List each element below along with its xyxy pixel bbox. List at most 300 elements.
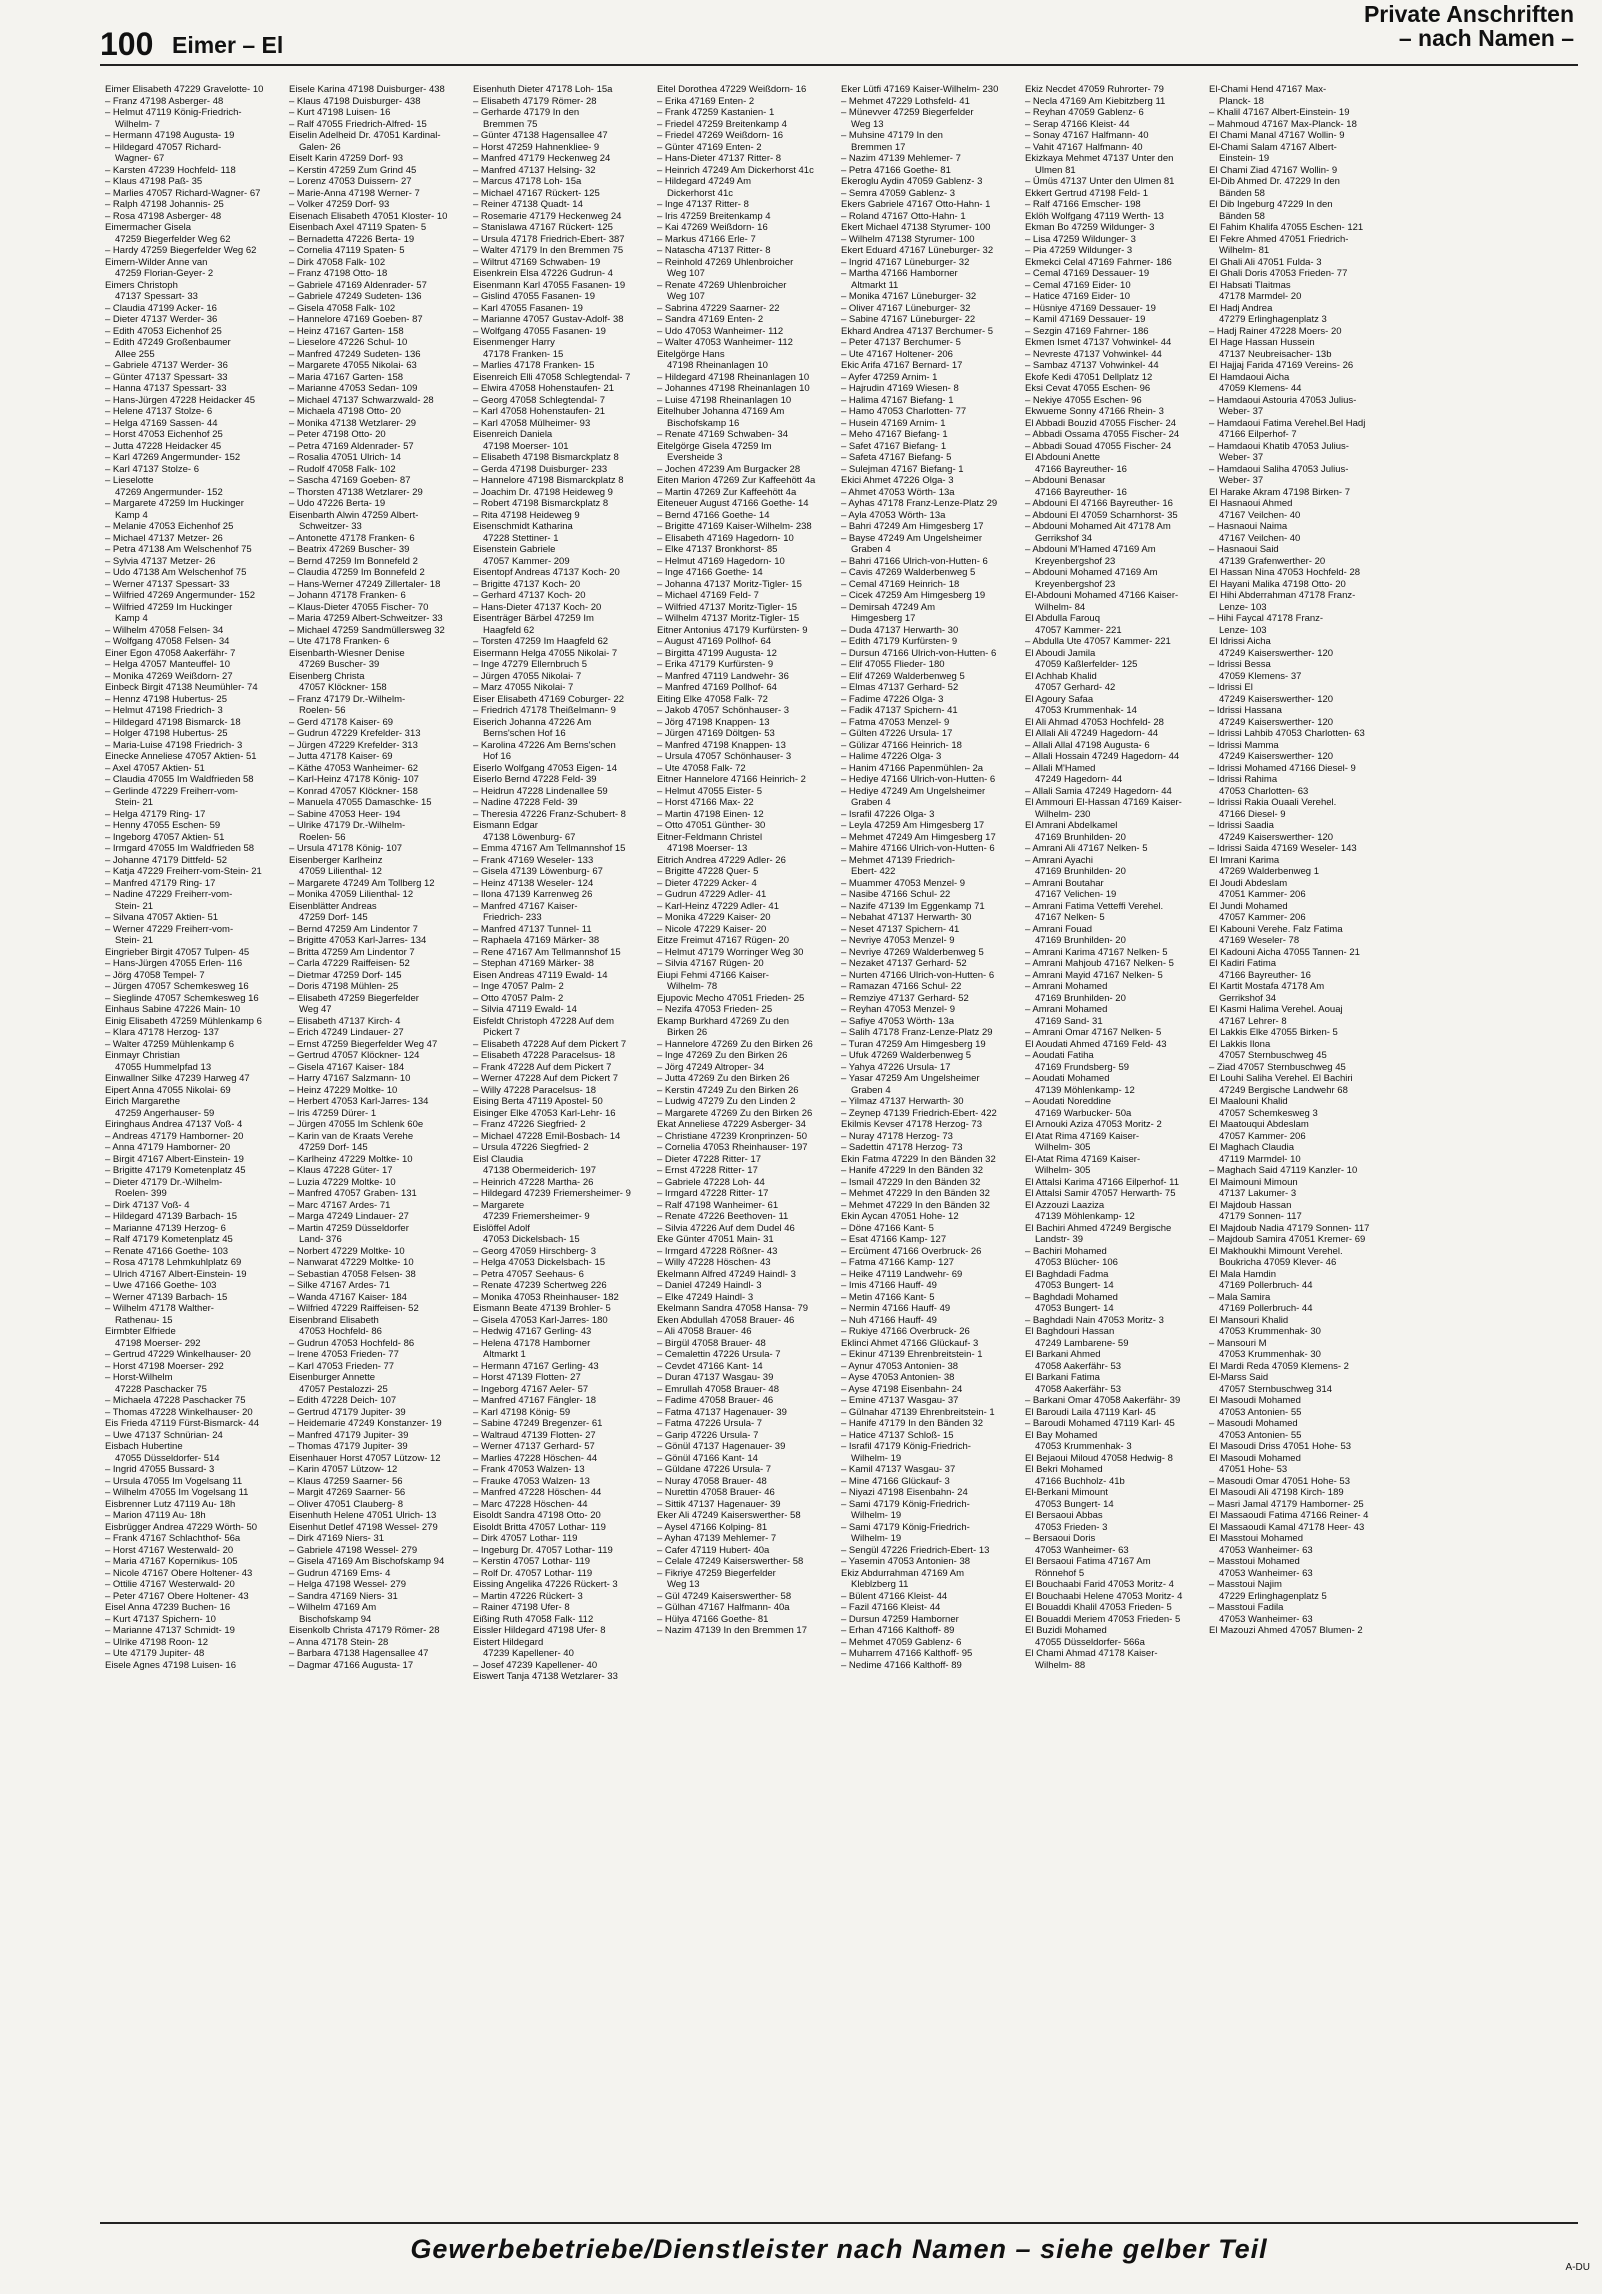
directory-entry: Ekilmis Kevser 47178 Herzog- 73 bbox=[841, 1119, 982, 1130]
directory-entry: – Roland 47167 Otto-Hahn- 1 bbox=[841, 210, 966, 222]
directory-entry: – Helmut 47198 Friedrich- 3 bbox=[105, 705, 223, 716]
directory-entry: Ekert Eduard 47167 Lüneburger- 32 bbox=[841, 245, 994, 256]
directory-entry: – Wanda 47167 Kaiser- 184 bbox=[289, 1291, 407, 1303]
directory-entry: El Bersaoui Abbas bbox=[1025, 1510, 1103, 1521]
directory-entry: – Aoudati Noreddine bbox=[1025, 1096, 1112, 1107]
directory-entry: – Cornelia 47053 Rheinhauser- 197 bbox=[657, 1142, 808, 1153]
directory-entry: – Oliver 47167 Lüneburger- 32 bbox=[841, 302, 971, 314]
directory-entry: – Mehmet 47229 In den Bänden 32 bbox=[841, 1199, 990, 1211]
directory-entry: 47053 Krummenhak- 3 bbox=[1035, 1441, 1132, 1452]
directory-entry: – Erika 47179 Kurfürsten- 9 bbox=[657, 659, 774, 670]
directory-entry: – Nasibe 47166 Schul- 22 bbox=[841, 889, 951, 900]
directory-entry: – Robert 47198 Bismarckplatz 8 bbox=[473, 498, 609, 509]
directory-entry: Allee 255 bbox=[115, 348, 155, 360]
directory-entry: – Aoudati Mohamed bbox=[1025, 1073, 1110, 1084]
directory-entry: – Hannelore 47198 Bismarckplatz 8 bbox=[473, 475, 624, 486]
directory-entry: – Idrissi Saadia bbox=[1209, 820, 1274, 831]
directory-entry: 47169 Warbucker- 50a bbox=[1035, 1107, 1132, 1119]
directory-entry: – Marianne 47139 Herzog- 6 bbox=[105, 1222, 226, 1234]
directory-entry: – Kerstin 47057 Lothar- 119 bbox=[473, 1556, 591, 1567]
directory-entry: Eitner-Feldmann Christel bbox=[657, 831, 763, 843]
directory-entry: El Bekri Mohamed bbox=[1025, 1464, 1103, 1475]
directory-entry: – Neset 47137 Spichern- 41 bbox=[841, 923, 960, 935]
directory-entry: – Kerstin 47249 Zu den Birken 26 bbox=[657, 1084, 799, 1096]
directory-entry: Land- 376 bbox=[299, 1234, 342, 1245]
directory-entry: – Margarete 47055 Nikolai- 63 bbox=[289, 360, 417, 371]
directory-entry: – Klaus 47198 Paß- 35 bbox=[105, 176, 203, 187]
directory-entry: – Hans-Dieter 47137 Koch- 20 bbox=[473, 601, 602, 613]
directory-entry: 47139 Möhlenkamp- 12 bbox=[1035, 1211, 1135, 1222]
directory-entry: Eiting Elke 47058 Falk- 72 bbox=[657, 693, 768, 705]
directory-entry: – Marcus 47178 Loh- 15a bbox=[473, 176, 582, 187]
directory-entry: – Natascha 47137 Ritter- 8 bbox=[657, 245, 771, 256]
directory-entry: – Renate 47166 Goethe- 103 bbox=[105, 1245, 229, 1257]
directory-entry: – Dirk 47169 Niers- 31 bbox=[289, 1533, 385, 1544]
directory-entry: Ekers Gabriele 47167 Otto-Hahn- 1 bbox=[841, 199, 991, 210]
directory-entry: – Masstoui Najim bbox=[1209, 1579, 1282, 1590]
directory-entry: – Hermann 47167 Gerling- 43 bbox=[473, 1360, 599, 1372]
directory-entry: Wagner- 67 bbox=[115, 153, 165, 164]
directory-entry: Wilhelm- 230 bbox=[1035, 808, 1091, 820]
directory-entry: Eisbach Hubertine bbox=[105, 1441, 183, 1452]
directory-entry: 47053 Hochfeld- 86 bbox=[299, 1326, 382, 1337]
directory-entry: – Helmut 47179 Worringer Weg 30 bbox=[657, 946, 804, 958]
directory-entry: 47229 Erlinghagenplatz 5 bbox=[1219, 1590, 1327, 1602]
directory-entry: – Werner 47137 Gerhard- 57 bbox=[473, 1441, 595, 1452]
directory-entry: Ekizkaya Mehmet 47137 Unter den bbox=[1025, 153, 1174, 164]
directory-entry: – Karl 47058 Mülheimer- 93 bbox=[473, 417, 591, 429]
directory-entry: – Zeynep 47139 Friedrich-Ebert- 422 bbox=[841, 1107, 997, 1119]
directory-entry: – Ayse 47053 Antonien- 38 bbox=[841, 1372, 955, 1383]
directory-entry: – Baghdadi Nain 47053 Moritz- 3 bbox=[1025, 1314, 1164, 1326]
directory-entry: – Franz 47226 Siegfried- 2 bbox=[473, 1119, 586, 1130]
directory-entry: – Niyazi 47198 Eisenbahn- 24 bbox=[841, 1487, 968, 1498]
directory-entry: Stein- 21 bbox=[115, 935, 154, 946]
directory-entry: – Abdouni El 47059 Scharnhorst- 35 bbox=[1025, 509, 1178, 521]
directory-entry: Einer Egon 47058 Aakerfähr- 7 bbox=[105, 647, 236, 659]
directory-entry: Eimermacher Gisela bbox=[105, 222, 192, 233]
directory-entry: 47053 Antonien- 55 bbox=[1219, 1406, 1302, 1418]
directory-entry: Weber- 37 bbox=[1219, 452, 1264, 463]
directory-entry: Ekmekci Celal 47169 Fahrner- 186 bbox=[1025, 256, 1172, 268]
directory-entry: – Dagmar 47166 Augusta- 17 bbox=[289, 1659, 414, 1671]
directory-entry: 47053 Krummenhak- 30 bbox=[1219, 1326, 1321, 1337]
directory-entry: 47053 Wanheimer- 63 bbox=[1219, 1567, 1313, 1579]
directory-entry: – Nekiye 47055 Eschen- 96 bbox=[1025, 394, 1142, 406]
directory-entry: Einbeck Birgit 47138 Neumühler- 74 bbox=[105, 682, 258, 693]
directory-entry: – Elif 47269 Walderbenweg 5 bbox=[841, 670, 965, 682]
directory-entry: – Sandra 47169 Niers- 31 bbox=[289, 1590, 398, 1602]
directory-entry: – Meho 47167 Biefang- 1 bbox=[841, 429, 948, 440]
directory-entry: – Ilona 47139 Karrenweg 26 bbox=[473, 889, 593, 900]
directory-entry: 47057 Klöckner- 158 bbox=[299, 682, 387, 693]
directory-entry: – Fadime 47226 Olga- 3 bbox=[841, 693, 944, 705]
directory-entry: – Raphaela 47169 Märker- 38 bbox=[473, 935, 600, 946]
directory-entry: 47058 Aakerfähr- 53 bbox=[1035, 1383, 1122, 1395]
directory-entry: 47053 Bungert- 14 bbox=[1035, 1303, 1114, 1314]
directory-entry: – Uwe 47137 Schnürian- 24 bbox=[105, 1429, 223, 1441]
directory-entry: – Klara 47178 Herzog- 137 bbox=[105, 1027, 220, 1038]
directory-entry: – Walter 47259 Mühlenkamp 6 bbox=[105, 1038, 235, 1050]
directory-entry: – Amrani Omar 47167 Nelken- 5 bbox=[1025, 1027, 1162, 1038]
directory-entry: – Cafer 47119 Hubert- 40a bbox=[657, 1544, 770, 1556]
directory-entry: Eisenstein Gabriele bbox=[473, 544, 556, 555]
directory-entry: – Marion 47119 Au- 18h bbox=[105, 1510, 206, 1521]
directory-entry: Ekofe Kedi 47051 Dellplatz 12 bbox=[1025, 371, 1153, 383]
directory-entry: – Duda 47137 Herwarth- 30 bbox=[841, 624, 959, 636]
directory-entry: Wilhelm- 305 bbox=[1035, 1142, 1091, 1153]
directory-entry: El Bouchaabi Farid 47053 Moritz- 4 bbox=[1025, 1579, 1174, 1590]
directory-entry: – Amrani Boutahar bbox=[1025, 877, 1104, 889]
directory-entry: 47249 Kaiserswerther- 120 bbox=[1219, 751, 1334, 762]
directory-entry: – Hanna 47137 Spessart- 33 bbox=[105, 383, 227, 394]
directory-entry: – Ümüs 47137 Unter den Ulmen 81 bbox=[1025, 176, 1175, 187]
directory-entry: – Marc 47167 Ardes- 71 bbox=[289, 1199, 391, 1211]
directory-entry: 47178 Franken- 15 bbox=[483, 348, 564, 360]
directory-entry: Einstein- 19 bbox=[1219, 153, 1270, 164]
directory-entry: – Iris 47259 Breitenkamp 4 bbox=[657, 210, 771, 222]
directory-entry: – Hatice 47169 Eider- 10 bbox=[1025, 291, 1131, 302]
directory-entry: – Nuray 47058 Brauer- 48 bbox=[657, 1475, 767, 1487]
directory-entry: 47249 Kaiserswerther- 120 bbox=[1219, 647, 1334, 659]
directory-entry: Ebert- 422 bbox=[851, 866, 896, 877]
directory-entry: Eiupi Fehmi 47166 Kaiser- bbox=[657, 969, 769, 981]
directory-entry: – Horst 47198 Moerser- 292 bbox=[105, 1360, 224, 1372]
directory-entry: – Baroudi Mohamed 47119 Karl- 45 bbox=[1025, 1418, 1175, 1429]
directory-entry: Einig Elisabeth 47259 Mühlenkamp 6 bbox=[105, 1015, 262, 1027]
directory-entry: – Petra 47138 Am Welschenhof 75 bbox=[105, 544, 252, 555]
directory-entry: – Ursula 47226 Siegfried- 2 bbox=[473, 1142, 589, 1153]
directory-entry: El Habsati Tlaitmas bbox=[1209, 279, 1291, 291]
directory-entry: – Kamil 47169 Dessauer- 19 bbox=[1025, 314, 1146, 325]
directory-entry: – Jürgen 47057 Schemkesweg 16 bbox=[105, 981, 249, 992]
directory-entry: Eisenträger Bärbel 47259 Im bbox=[473, 613, 594, 624]
directory-entry: – Mine 47166 Glückauf- 3 bbox=[841, 1475, 950, 1487]
directory-entry: 47138 Löwenburg- 67 bbox=[483, 831, 576, 843]
directory-entry: Eiselin Adelheid Dr. 47051 Kardinal- bbox=[289, 130, 441, 141]
directory-entry: – Nuh 47166 Hauff- 49 bbox=[841, 1314, 937, 1326]
directory-entry: El Masoudi Ali 47198 Kirch- 189 bbox=[1209, 1487, 1344, 1498]
directory-entry: El Majdoub Hassan bbox=[1209, 1199, 1292, 1211]
directory-entry: – Hamdaoui Khatib 47053 Julius- bbox=[1209, 440, 1349, 452]
directory-entry: 47249 Lambarene- 59 bbox=[1035, 1337, 1129, 1349]
directory-entry: – Margit 47269 Saarner- 56 bbox=[289, 1487, 406, 1498]
directory-entry: – Michael 47137 Metzer- 26 bbox=[105, 532, 223, 544]
directory-entry: – Hediye 47166 Ulrich-von-Hutten- 6 bbox=[841, 774, 996, 785]
directory-entry: – Werner 47228 Auf dem Pickert 7 bbox=[473, 1073, 619, 1084]
directory-entry: – Wilfried 47259 Im Huckinger bbox=[105, 601, 233, 613]
directory-entry: – Gabriele 47249 Sudeten- 136 bbox=[289, 291, 422, 302]
directory-entry: – Dieter 47228 Ritter- 17 bbox=[657, 1153, 762, 1165]
section-title bbox=[1364, 2, 1574, 50]
section-title-line-1: Private Anschriften bbox=[1363, 1, 1574, 27]
directory-entry: 47057 Schemkesweg 3 bbox=[1219, 1107, 1318, 1119]
directory-entry: – Manfred 47137 Tunnel- 11 bbox=[473, 923, 592, 935]
directory-entry: – Melanie 47053 Eichenhof 25 bbox=[105, 521, 234, 532]
directory-entry: Eisenhuth Dieter 47178 Loh- 15a bbox=[473, 84, 613, 95]
directory-entry: – Idrissi Rakia Ouaali Verehel. bbox=[1209, 797, 1337, 808]
directory-entry: – Maria 47167 Garten- 158 bbox=[289, 371, 404, 383]
directory-entry: – Ursula 47057 Schönhauser- 3 bbox=[657, 751, 792, 762]
directory-entry: El-Berkani Mimount bbox=[1025, 1487, 1108, 1498]
directory-entry: – Jörg 47198 Knappen- 13 bbox=[657, 716, 770, 728]
directory-entry: – Irmgard 47228 Ritter- 17 bbox=[657, 1188, 769, 1199]
directory-entry: – Hildegard 47198 Bismarck- 18 bbox=[105, 716, 241, 728]
directory-entry: – Hasnaoui Naima bbox=[1209, 521, 1288, 532]
directory-entry: El Hage Hassan Hussein bbox=[1209, 337, 1315, 348]
directory-entry: El Majdoub Nadia 47179 Sonnen- 117 bbox=[1209, 1222, 1370, 1234]
directory-entry: El Lakkis Elke 47055 Birken- 5 bbox=[1209, 1027, 1338, 1038]
directory-entry: 47269 Angermunder- 152 bbox=[115, 486, 223, 498]
directory-entry: – Marlies 47178 Franken- 15 bbox=[473, 360, 595, 371]
directory-entry: – Rudolf 47058 Falk- 102 bbox=[289, 463, 396, 475]
directory-entry: – Hannelore 47269 Zu den Birken 26 bbox=[657, 1038, 813, 1050]
directory-entry: Graben 4 bbox=[851, 544, 891, 555]
directory-entry: El Chami Ziad 47167 Wollin- 9 bbox=[1209, 164, 1338, 176]
directory-entry: – Hildegard 47139 Barbach- 15 bbox=[105, 1211, 238, 1222]
directory-entry: – Hamdaoui Fatima Verehel.Bel Hadj bbox=[1209, 417, 1366, 429]
directory-entry: El Mala Hamdin bbox=[1209, 1268, 1277, 1280]
directory-entry: Hof 16 bbox=[483, 751, 511, 762]
directory-entry: – Gudrun 47169 Ems- 4 bbox=[289, 1567, 391, 1579]
directory-entry: – Oliver 47051 Clauberg- 8 bbox=[289, 1498, 404, 1510]
directory-entry: Berns'schen Hof 16 bbox=[483, 728, 566, 739]
directory-entry: – Ulrich 47167 Albert-Einstein- 19 bbox=[105, 1268, 247, 1280]
directory-entry: – Margarete 47259 Im Huckinger bbox=[105, 498, 244, 509]
directory-entry: – Hermann 47198 Augusta- 19 bbox=[105, 130, 235, 141]
directory-entry: 47228 Stettiner- 1 bbox=[483, 532, 559, 544]
directory-entry: – Gislind 47055 Fasanen- 19 bbox=[473, 291, 595, 302]
directory-entry: – Dursun 47166 Ulrich-von-Hutten- 6 bbox=[841, 647, 997, 659]
directory-entry: – Karl-Heinz 47178 König- 107 bbox=[289, 774, 419, 785]
directory-entry: El Baroudi Laila 47119 Karl- 45 bbox=[1025, 1406, 1156, 1418]
directory-entry: Eitel Dorothea 47229 Weißdorn- 16 bbox=[657, 84, 807, 95]
directory-entry: – Manfred 47167 Kaiser- bbox=[473, 900, 578, 912]
directory-entry: Landstr- 39 bbox=[1035, 1234, 1084, 1245]
directory-entry: El Maghach Claudia bbox=[1209, 1142, 1295, 1153]
directory-entry: Eisenhuth Helene 47051 Ulrich- 13 bbox=[289, 1510, 437, 1521]
directory-entry: – Gisela 47139 Löwenburg- 67 bbox=[473, 866, 603, 877]
directory-entry: – Gabriele 47137 Werder- 36 bbox=[105, 360, 228, 371]
directory-entry: – Sonay 47167 Halfmann- 40 bbox=[1025, 130, 1149, 141]
directory-entry: – Bayse 47249 Am Ungelsheimer bbox=[841, 532, 982, 544]
directory-entry: 47057 Gerhard- 42 bbox=[1035, 682, 1116, 693]
directory-entry: 47055 Düsseldorfer- 514 bbox=[115, 1452, 220, 1464]
directory-entry: – Nevriye 47053 Menzel- 9 bbox=[841, 935, 955, 946]
directory-entry: – Marlies 47228 Höschen- 44 bbox=[473, 1452, 598, 1464]
directory-entry: – Manfred 47137 Helsing- 32 bbox=[473, 164, 596, 176]
directory-entry: – Fikriye 47259 Biegerfelder bbox=[657, 1567, 776, 1579]
directory-entry: – Nicole 47167 Obere Holtener- 43 bbox=[105, 1567, 253, 1579]
directory-entry: – Ralf 47055 Friedrich-Alfred- 15 bbox=[289, 118, 427, 130]
directory-entry: – Ulrike 47198 Roon- 12 bbox=[105, 1636, 208, 1648]
directory-entry: Wilhelm- 19 bbox=[851, 1533, 902, 1544]
directory-entry: Eitze Freimut 47167 Rügen- 20 bbox=[657, 935, 790, 946]
directory-entry: – Heike 47119 Landwehr- 69 bbox=[841, 1268, 963, 1280]
directory-entry: El Dib Ingeburg 47229 In den bbox=[1209, 199, 1333, 210]
directory-entry: Eitner Antonius 47179 Kurfürsten- 9 bbox=[657, 624, 808, 636]
directory-entry: 47053 Krummenhak- 14 bbox=[1035, 705, 1137, 716]
directory-entry: El Hihi Abderrahman 47178 Franz- bbox=[1209, 590, 1356, 601]
directory-entry: – Ralf 47179 Kometenplatz 45 bbox=[105, 1234, 233, 1245]
directory-entry: Eislöffel Adolf bbox=[473, 1222, 530, 1234]
directory-entry: El Kasmi Halima Verehel. Aouaj bbox=[1209, 1004, 1343, 1015]
directory-entry: – Christiane 47239 Kronprinzen- 50 bbox=[657, 1130, 807, 1142]
directory-entry: 47059 Lilienthal- 12 bbox=[299, 866, 382, 877]
directory-entry: Eker Ali 47249 Kaiserswerther- 58 bbox=[657, 1510, 801, 1521]
directory-entry: – Esat 47166 Kamp- 127 bbox=[841, 1234, 947, 1245]
directory-entry: Einmayr Christian bbox=[105, 1050, 180, 1061]
directory-entry: Eisbrenner Lutz 47119 Au- 18h bbox=[105, 1498, 236, 1510]
directory-entry: – Nazife 47139 Im Eggenkamp 71 bbox=[841, 900, 985, 912]
directory-entry: 47057 Sternbuschweg 314 bbox=[1219, 1383, 1333, 1395]
directory-entry: – Gertrud 47229 Winkelhauser- 20 bbox=[105, 1349, 251, 1360]
directory-entry: Bischofskamp 16 bbox=[667, 417, 740, 429]
directory-entry: Weg 107 bbox=[667, 291, 705, 302]
directory-entry: – Marga 47249 Lindauer- 27 bbox=[289, 1211, 409, 1222]
directory-entry: 47259 Angerhauser- 59 bbox=[115, 1107, 215, 1119]
directory-entry: – Nicole 47229 Kaiser- 20 bbox=[657, 923, 767, 935]
directory-entry: El Bachiri Ahmed 47249 Bergische bbox=[1025, 1222, 1172, 1234]
directory-entry: 47053 Blücher- 106 bbox=[1035, 1257, 1118, 1268]
directory-entry: – Michaela 47198 Otto- 20 bbox=[289, 406, 401, 417]
directory-entry: 47249 Kaiserswerther- 120 bbox=[1219, 716, 1334, 728]
directory-entry: – Necla 47169 Am Kiebitzberg 11 bbox=[1025, 95, 1166, 107]
directory-entry: El Abdouni Anette bbox=[1025, 452, 1101, 463]
directory-entry: 47051 Hohe- 53 bbox=[1219, 1464, 1288, 1475]
directory-entry: El Amrani Abdelkamel bbox=[1025, 820, 1118, 831]
directory-entry: – Inge 47057 Palm- 2 bbox=[473, 981, 564, 992]
directory-entry: – Martha 47166 Hamborner bbox=[841, 268, 958, 279]
directory-entry: – Marianne 47053 Sedan- 109 bbox=[289, 383, 418, 394]
directory-entry: Altmarkt 1 bbox=[483, 1349, 526, 1360]
directory-entry: – Ramazan 47166 Schul- 22 bbox=[841, 981, 962, 992]
directory-entry: – Remziye 47137 Gerhard- 52 bbox=[841, 992, 969, 1004]
directory-entry: – Hamdaoui Astouria 47053 Julius- bbox=[1209, 394, 1357, 406]
directory-entry: – Yilmaz 47137 Herwarth- 30 bbox=[841, 1096, 964, 1107]
directory-entry: – Nedime 47166 Kalthoff- 89 bbox=[841, 1659, 962, 1671]
directory-entry: – Dieter 47229 Acker- 4 bbox=[657, 877, 757, 889]
directory-entry: – Ute 47058 Falk- 72 bbox=[657, 762, 746, 774]
directory-entry: – Döne 47166 Kant- 5 bbox=[841, 1222, 934, 1234]
directory-entry: El Ali Ahmad 47053 Hochfeld- 28 bbox=[1025, 716, 1164, 728]
directory-entry: 47166 Bayreuther- 16 bbox=[1035, 463, 1127, 475]
directory-entry: – Kerstin 47259 Zum Grind 45 bbox=[289, 164, 417, 176]
directory-entry: Eisenbarth-Wiesner Denise bbox=[289, 647, 405, 659]
directory-entry: Bänden 58 bbox=[1219, 210, 1265, 222]
directory-entry: – Reyhan 47053 Menzel- 9 bbox=[841, 1004, 956, 1015]
directory-entry: 47166 Bayreuther- 16 bbox=[1219, 969, 1311, 981]
directory-entry: – Abdouni M'Hamed 47169 Am bbox=[1025, 544, 1156, 555]
directory-entry: 47057 Kammer- 206 bbox=[1219, 1130, 1306, 1142]
directory-entry: – Gabriele 47228 Loh- 44 bbox=[657, 1176, 765, 1188]
directory-entry: Eissing Angelika 47226 Rückert- 3 bbox=[473, 1579, 618, 1590]
directory-entry: – Husein 47169 Arnim- 1 bbox=[841, 417, 946, 429]
directory-entry: – Elke 47137 Bronkhorst- 85 bbox=[657, 544, 778, 555]
directory-column-4 bbox=[657, 84, 841, 2212]
directory-entry: – Ingrid 47055 Bussard- 3 bbox=[105, 1464, 215, 1475]
directory-entry: – Helmut 47119 König-Friedrich- bbox=[105, 107, 242, 118]
directory-entry: – Abdouni Mohamed Ait 47178 Am bbox=[1025, 521, 1171, 532]
directory-entry: 47198 Rheinanlagen 10 bbox=[667, 360, 768, 371]
directory-entry: – Karsten 47239 Hochfeld- 118 bbox=[105, 164, 236, 176]
directory-entry: – Hildegard 47239 Friemersheimer- 9 bbox=[473, 1188, 631, 1199]
directory-entry: – Mehmet 47139 Friedrich- bbox=[841, 854, 956, 866]
directory-entry: – Daniel 47249 Haindl- 3 bbox=[657, 1280, 762, 1291]
directory-entry: – Ufuk 47269 Walderbenweg 5 bbox=[841, 1050, 972, 1061]
directory-entry: – Frank 47053 Walzen- 13 bbox=[473, 1464, 585, 1475]
directory-entry: Ekat Anneliese 47229 Asberger- 34 bbox=[657, 1119, 806, 1130]
directory-entry: – Barkani Omar 47058 Aakerfähr- 39 bbox=[1025, 1395, 1181, 1406]
directory-entry: 47228 Paschacker 75 bbox=[115, 1383, 207, 1395]
directory-entry: Graben 4 bbox=[851, 797, 891, 808]
directory-entry: – Ahmet 47053 Wörth- 13a bbox=[841, 486, 955, 498]
directory-entry: 47057 Kammer- 206 bbox=[1219, 912, 1306, 923]
directory-entry: – Sebastian 47058 Felsen- 38 bbox=[289, 1268, 416, 1280]
directory-entry: – Amrani Karima 47167 Nelken- 5 bbox=[1025, 946, 1168, 958]
directory-entry: – Sengül 47226 Friedrich-Ebert- 13 bbox=[841, 1544, 990, 1556]
directory-entry: El Masoudi Mohamed bbox=[1209, 1452, 1301, 1464]
directory-entry: – Gisela 47058 Falk- 102 bbox=[289, 302, 396, 314]
directory-entry: El Aoudati Ahmed 47169 Feld- 43 bbox=[1025, 1038, 1167, 1050]
directory-entry: – Nezaket 47137 Gerhard- 52 bbox=[841, 958, 967, 969]
directory-entry: – Johann 47178 Franken- 6 bbox=[289, 590, 406, 601]
directory-entry: – Nurten 47166 Ulrich-von-Hutten- 6 bbox=[841, 969, 995, 981]
directory-entry: 47057 Kammer- 209 bbox=[483, 555, 570, 567]
directory-entry: – Bahri 47249 Am Himgesberg 17 bbox=[841, 521, 984, 532]
directory-entry: – Helene 47137 Stolze- 6 bbox=[105, 406, 213, 417]
directory-entry: Ulmen 81 bbox=[1035, 164, 1076, 176]
directory-entry: – Iris 47259 Dürer- 1 bbox=[289, 1107, 377, 1119]
directory-entry: – Allali M'Hamed bbox=[1025, 762, 1096, 774]
directory-entry: – Silvana 47057 Aktien- 51 bbox=[105, 912, 219, 923]
directory-entry: – Halime 47226 Olga- 3 bbox=[841, 751, 942, 762]
directory-entry: – Karin 47057 Lützow- 12 bbox=[289, 1464, 398, 1475]
directory-entry: – Lisa 47259 Wildunger- 3 bbox=[1025, 233, 1136, 245]
directory-entry: Bremmen 75 bbox=[483, 118, 538, 130]
directory-entry: – Manuela 47055 Damaschke- 15 bbox=[289, 797, 432, 808]
directory-entry: Eiser Elisabeth 47169 Coburger- 22 bbox=[473, 693, 625, 705]
directory-entry: El Chami Manal 47167 Wollin- 9 bbox=[1209, 130, 1345, 141]
directory-entry: – Friedel 47269 Weißdorn- 16 bbox=[657, 130, 784, 141]
directory-entry: 47169 Brunhilden- 20 bbox=[1035, 992, 1126, 1004]
directory-entry: El Hadj Andrea bbox=[1209, 302, 1273, 314]
directory-entry: Eklinci Ahmet 47166 Glückauf- 3 bbox=[841, 1337, 979, 1349]
directory-entry: – Thomas 47179 Jupiter- 39 bbox=[289, 1441, 408, 1452]
directory-entry: 47053 Dickelsbach- 15 bbox=[483, 1234, 580, 1245]
directory-entry: – Henny 47055 Eschen- 59 bbox=[105, 820, 221, 831]
directory-entry: Ekwueme Sonny 47166 Rhein- 3 bbox=[1025, 406, 1164, 417]
directory-entry: – Hardy 47259 Biegerfelder Weg 62 bbox=[105, 245, 257, 256]
directory-entry: – Safeta 47167 Biefang- 5 bbox=[841, 452, 952, 463]
directory-entry: Eisenkolb Christa 47179 Römer- 28 bbox=[289, 1625, 440, 1636]
directory-entry: – Ercüment 47166 Overbruck- 26 bbox=[841, 1245, 982, 1257]
directory-entry: El Agoury Safaa bbox=[1025, 693, 1094, 705]
directory-entry: Eisbrügger Andrea 47229 Wörth- 50 bbox=[105, 1521, 258, 1533]
directory-entry: Eiserlo Wolfgang 47053 Eigen- 14 bbox=[473, 762, 618, 774]
directory-entry: Schweitzer- 33 bbox=[299, 521, 362, 532]
directory-entry: – Israfil 47226 Olga- 3 bbox=[841, 808, 935, 820]
directory-entry: – Gisela 47167 Kaiser- 184 bbox=[289, 1061, 405, 1073]
directory-entry: – Idrissi Lahbib 47053 Charlotten- 63 bbox=[1209, 728, 1365, 739]
directory-entry: Ekamp Burkhard 47269 Zu den bbox=[657, 1015, 790, 1027]
directory-entry: Eisenreich Daniela bbox=[473, 429, 553, 440]
directory-entry: – Brigitte 47228 Quer- 5 bbox=[657, 866, 759, 877]
directory-entry: – Petra 47169 Aldenrader- 57 bbox=[289, 440, 414, 452]
directory-entry: – Edith 47228 Deich- 107 bbox=[289, 1395, 397, 1406]
directory-entry: Eipert Anna 47055 Nikolai- 69 bbox=[105, 1084, 231, 1096]
directory-entry: – Idrissi Saida 47169 Weseler- 143 bbox=[1209, 843, 1357, 854]
